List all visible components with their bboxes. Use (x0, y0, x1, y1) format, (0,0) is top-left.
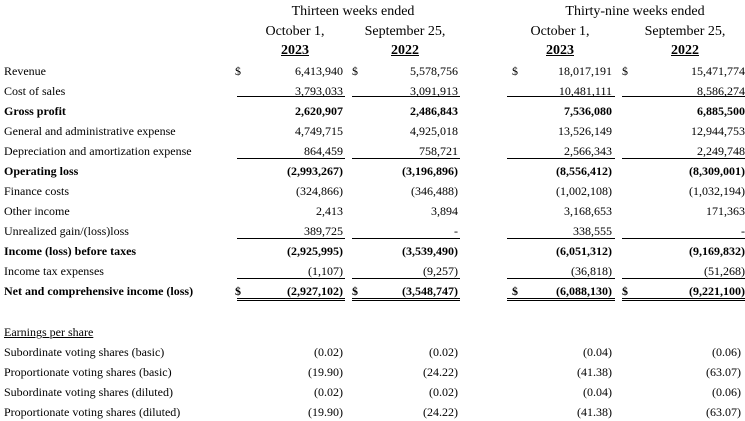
row-value: (9,221,100) (689, 284, 745, 298)
row-value: (2,925,995) (287, 244, 343, 258)
row-value: (6,088,130) (556, 284, 612, 298)
rule-line (507, 158, 615, 159)
col2-date: September 25, (364, 24, 446, 39)
row-label: Cost of sales (4, 84, 66, 98)
row-value: (346,488) (411, 184, 458, 198)
rule-line (507, 238, 615, 239)
eps-row-value: (24.22) (423, 405, 458, 419)
rule-line (237, 158, 345, 159)
row-value: 2,249,748 (697, 144, 745, 158)
row-label: Income tax expenses (4, 264, 104, 278)
row-value: 15,471,774 (691, 64, 745, 78)
row-value: 4,925,018 (410, 124, 458, 138)
row-value: 2,413 (316, 204, 343, 218)
rule-line (237, 238, 345, 239)
eps-row-label: Proportionate voting shares (basic) (4, 365, 172, 379)
thirty-nine-weeks-header: Thirty-nine weeks ended (565, 4, 705, 19)
row-value: 5,578,756 (410, 64, 458, 78)
row-label: Gross profit (4, 104, 66, 118)
dollar-sign: $ (622, 64, 628, 78)
row-value: 10,481,111 (558, 84, 612, 98)
thirteen-weeks-header: Thirteen weeks ended (291, 4, 415, 19)
row-value: 389,725 (304, 224, 343, 238)
row-label: Revenue (4, 64, 46, 78)
row-label: Operating loss (4, 164, 79, 178)
eps-heading: Earnings per share (4, 325, 94, 339)
row-value: 2,486,843 (410, 104, 458, 118)
rule-line (352, 96, 460, 97)
row-label: Finance costs (4, 184, 69, 198)
col3-year: 2023 (546, 43, 574, 58)
row-value: 4,749,715 (295, 124, 343, 138)
row-value: (3,196,896) (402, 164, 458, 178)
rule-line (622, 96, 745, 97)
eps-row-value: (0.06) (712, 345, 741, 359)
col3-date: October 1, (530, 24, 590, 39)
row-value: 7,536,080 (564, 104, 612, 118)
eps-row-label: Subordinate voting shares (diluted) (4, 385, 173, 399)
row-value: (8,309,001) (689, 164, 745, 178)
row-value: (6,051,312) (556, 244, 612, 258)
row-value: 2,566,343 (564, 144, 612, 158)
row-value: (3,539,490) (402, 244, 458, 258)
row-value: 3,894 (431, 204, 458, 218)
row-value: 864,459 (304, 144, 343, 158)
row-value: (36,818) (571, 264, 612, 278)
row-value: 758,721 (419, 144, 458, 158)
row-value: 6,413,940 (295, 64, 343, 78)
row-label: Unrealized gain/(loss)loss (4, 224, 129, 238)
row-value: 171,363 (706, 204, 745, 218)
row-value: 3,793,033 (295, 84, 343, 98)
row-label: Depreciation and amortization expense (4, 144, 192, 158)
eps-row-value: (19.90) (308, 405, 343, 419)
col1-date: October 1, (265, 24, 325, 39)
rule-line (622, 158, 745, 159)
row-value: 13,526,149 (558, 124, 612, 138)
row-value: (9,257) (423, 264, 458, 278)
rule-line (507, 278, 615, 279)
eps-row-value: (0.02) (314, 345, 343, 359)
row-value: (3,548,747) (402, 284, 458, 298)
double-rule-line (507, 298, 615, 301)
dollar-sign: $ (352, 284, 358, 298)
dollar-sign: $ (512, 284, 518, 298)
double-rule-line (352, 298, 460, 301)
rule-line (237, 278, 345, 279)
row-value: - (741, 224, 745, 238)
col4-date: September 25, (644, 24, 726, 39)
row-value: 338,555 (573, 224, 612, 238)
eps-row-value: (0.02) (429, 385, 458, 399)
row-value: 6,885,500 (697, 104, 745, 118)
row-label: Net and comprehensive income (loss) (4, 284, 194, 298)
eps-row-value: (0.04) (583, 345, 612, 359)
eps-row-value: (63.07) (706, 405, 741, 419)
row-value: 12,944,753 (691, 124, 745, 138)
rule-line (352, 278, 460, 279)
row-value: (2,927,102) (287, 284, 343, 298)
col1-year: 2023 (281, 43, 309, 58)
col4-year: 2022 (671, 43, 699, 58)
dollar-sign: $ (622, 284, 628, 298)
row-value: (1,002,108) (556, 184, 612, 198)
row-label: Income (loss) before taxes (4, 244, 137, 258)
col2-year: 2022 (391, 43, 419, 58)
dollar-sign: $ (352, 64, 358, 78)
rule-line (622, 278, 745, 279)
row-value: 3,168,653 (564, 204, 612, 218)
rule-line (507, 96, 615, 97)
eps-row-value: (63.07) (706, 365, 741, 379)
eps-row-value: (24.22) (423, 365, 458, 379)
rule-line (352, 158, 460, 159)
eps-row-value: (41.38) (577, 365, 612, 379)
row-value: (1,107) (308, 264, 343, 278)
dollar-sign: $ (235, 64, 241, 78)
double-rule-line (622, 298, 745, 301)
row-value: (1,032,194) (689, 184, 745, 198)
row-value: (8,556,412) (556, 164, 612, 178)
eps-row-value: (0.06) (712, 385, 741, 399)
dollar-sign: $ (235, 284, 241, 298)
row-value: 2,620,907 (295, 104, 343, 118)
row-value: (2,993,267) (287, 164, 343, 178)
row-value: (9,169,832) (689, 244, 745, 258)
eps-row-label: Subordinate voting shares (basic) (4, 345, 165, 359)
double-rule-line (237, 298, 345, 301)
rule-line (237, 96, 345, 97)
row-value: 8,586,274 (697, 84, 745, 98)
dollar-sign: $ (512, 64, 518, 78)
eps-row-value: (19.90) (308, 365, 343, 379)
row-value: - (454, 224, 458, 238)
row-value: (324,866) (296, 184, 343, 198)
row-value: 3,091,913 (410, 84, 458, 98)
eps-row-value: (0.04) (583, 385, 612, 399)
rule-line (622, 238, 745, 239)
row-value: (51,268) (704, 264, 745, 278)
eps-row-value: (0.02) (429, 345, 458, 359)
eps-row-label: Proportionate voting shares (diluted) (4, 405, 181, 419)
row-value: 18,017,191 (558, 64, 612, 78)
eps-row-value: (41.38) (577, 405, 612, 419)
row-label: Other income (4, 204, 70, 218)
rule-line (352, 238, 460, 239)
eps-row-value: (0.02) (314, 385, 343, 399)
row-label: General and administrative expense (4, 124, 176, 138)
